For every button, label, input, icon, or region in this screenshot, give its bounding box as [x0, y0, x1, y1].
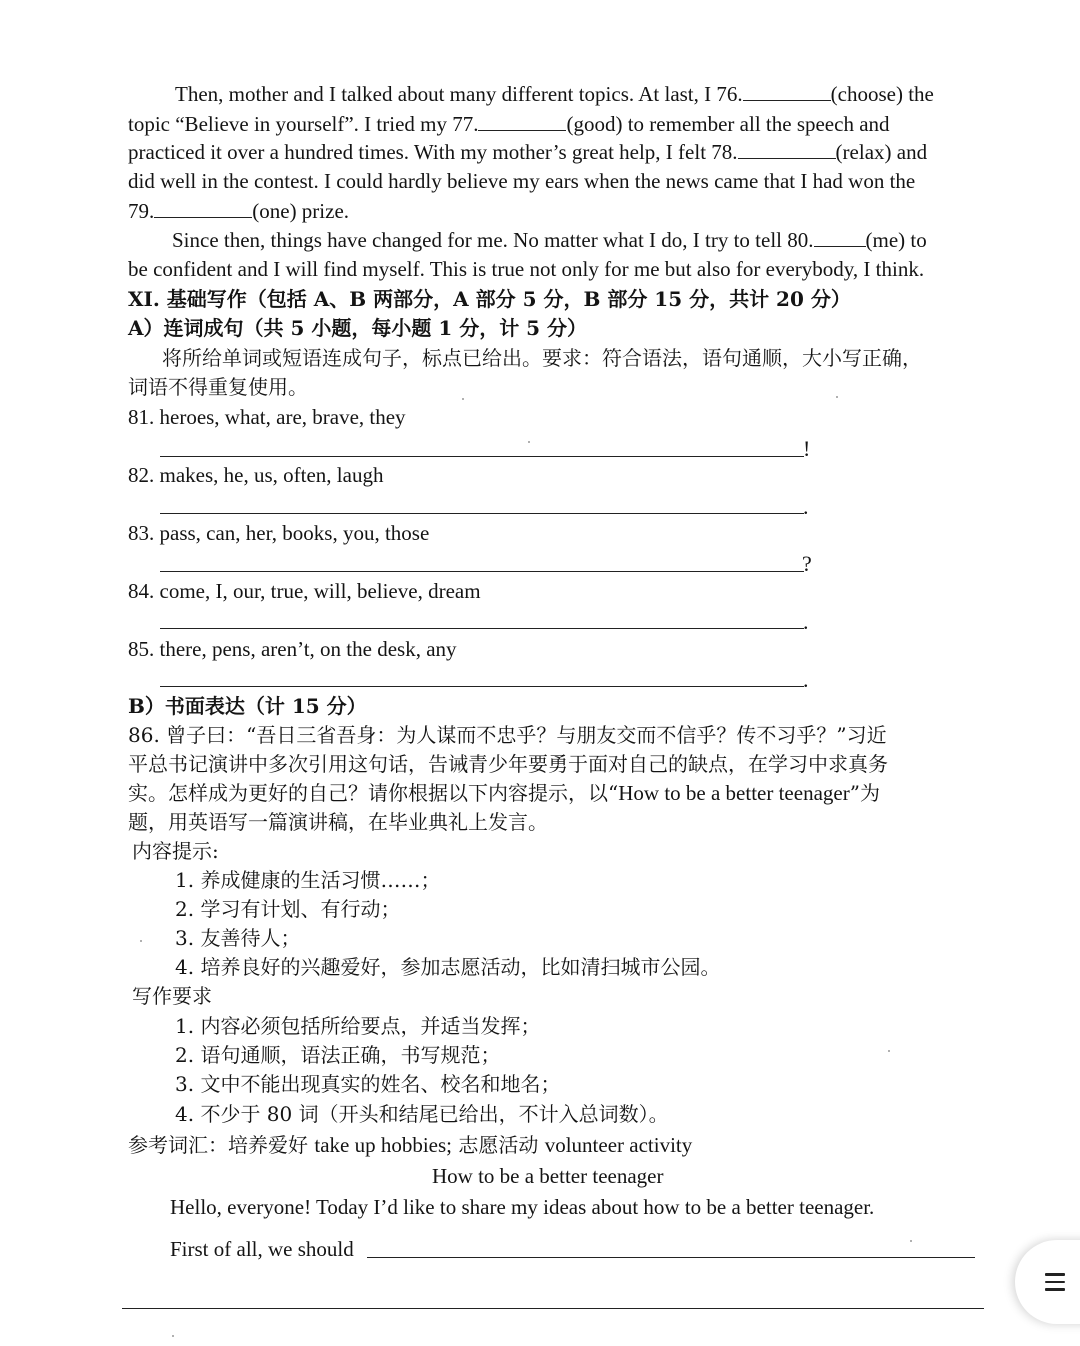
q86-text-segment: ”为	[849, 781, 880, 805]
passage-line	[172, 230, 927, 251]
end-punctuation: ?	[802, 551, 812, 576]
passage-text: Since then, things have changed for me. No matter what I do, I try to tell 80.	[172, 228, 814, 252]
blank-77[interactable]	[478, 114, 566, 131]
passage-line: did well in the contest. I could hardly believe my ears when the news came that I had won the	[128, 169, 916, 193]
requirements-heading: 写作要求	[132, 984, 212, 1008]
end-punctuation: .	[803, 667, 809, 692]
scan-speckle	[172, 1335, 174, 1337]
answer-line-84[interactable]	[160, 628, 804, 629]
q86-text-segment: 实。怎样成为更好的自己？请你根据以下内容提示，以“	[128, 781, 619, 805]
answer-line-82[interactable]	[160, 513, 804, 514]
floating-menu-button[interactable]	[1015, 1240, 1080, 1324]
scan-speckle	[888, 1050, 890, 1052]
passage-text: 79.	[128, 199, 155, 223]
requirement-item: 3. 文中不能出现真实的姓名、校名和地名；	[175, 1072, 561, 1096]
reference-vocab	[128, 1135, 692, 1156]
passage-text: topic “Believe in yourself”. I tried my 77.	[128, 112, 479, 136]
part-a-heading: A）连词成句（共 5 小题，每小题 1 分，计 5 分）	[128, 316, 588, 340]
blank-76[interactable]	[743, 84, 831, 101]
scan-speckle	[836, 396, 838, 398]
vocab-en: take up hobbies;	[314, 1133, 452, 1157]
scan-speckle	[528, 441, 530, 443]
hints-heading: 内容提示:	[132, 839, 219, 863]
q86-text: 平总书记演讲中多次引用这句话，告诫青少年要勇于面对自己的缺点，在学习中求真务	[128, 752, 888, 776]
passage-line: be confident and I will find myself. This is true not only for me but also for everybody, I think.	[128, 257, 925, 281]
answer-line-85[interactable]	[160, 686, 804, 687]
requirement-item: 1. 内容必须包括所给要点，并适当发挥；	[175, 1014, 541, 1038]
hint-item: 3. 友善待人；	[175, 926, 301, 950]
part-a-instructions: 将所给单词或短语连成句子，标点已给出。要求：符合语法，语句通顺，大小写正确，	[162, 346, 922, 370]
passage-text: Then, mother and I talked about many different topics. At last, I 76.	[175, 82, 743, 106]
hamburger-menu-icon	[1045, 1273, 1065, 1296]
passage-line	[128, 114, 890, 135]
vocab-zh: 培养爱好	[228, 1133, 308, 1157]
passage-line	[128, 142, 927, 163]
answer-line-83[interactable]	[160, 571, 804, 572]
blank-80[interactable]	[814, 230, 866, 247]
essay-answer-line[interactable]	[122, 1308, 984, 1309]
passage-line	[175, 84, 934, 105]
q86-text: 题，用英语写一篇演讲稿，在毕业典礼上发言。	[128, 810, 548, 834]
end-punctuation: .	[803, 494, 809, 519]
scan-speckle	[140, 940, 142, 942]
requirement-item: 2. 语句通顺，语法正确，书写规范；	[175, 1043, 501, 1067]
scan-speckle	[910, 1240, 912, 1242]
passage-text: practiced it over a hundred times. With my mother’s great help, I felt 78.	[128, 140, 738, 164]
vocab-zh: 志愿活动	[458, 1133, 539, 1157]
passage-text: (me) to	[865, 228, 927, 252]
vocab-en: volunteer activity	[544, 1133, 693, 1157]
hint-item: 1. 养成健康的生活习惯……；	[175, 868, 441, 892]
vocab-label: 参考词汇：	[128, 1133, 228, 1157]
question-prompt: 81. heroes, what, are, brave, they	[128, 405, 406, 429]
essay-opening: Hello, everyone! Today I’d like to share my ideas about how to be a better teenager.	[170, 1195, 875, 1219]
question-prompt: 85. there, pens, aren’t, on the desk, any	[128, 637, 457, 661]
hint-item: 4. 培养良好的兴趣爱好，参加志愿活动，比如清扫城市公园。	[175, 955, 721, 979]
part-b-heading: B）书面表达（计 15 分）	[128, 694, 367, 718]
end-punctuation: .	[803, 609, 809, 634]
section-heading: XI. 基础写作（包括 A、B 两部分，A 部分 5 分，B 部分 15 分，共计 20 分）	[128, 287, 851, 311]
end-punctuation: !	[803, 436, 811, 461]
question-prompt: 83. pass, can, her, books, you, those	[128, 521, 430, 545]
passage-text: (relax) and	[835, 140, 928, 164]
question-prompt: 84. come, I, our, true, will, believe, dream	[128, 579, 481, 603]
passage-text: (one) prize.	[252, 199, 350, 223]
answer-line-81[interactable]	[160, 456, 804, 457]
question-prompt: 82. makes, he, us, often, laugh	[128, 463, 384, 487]
hint-item: 2. 学习有计划、有行动；	[175, 897, 401, 921]
essay-topic: How to be a better teenager	[618, 781, 850, 805]
q86-text	[128, 783, 880, 804]
part-a-instructions: 词语不得重复使用。	[128, 375, 308, 399]
passage-line	[128, 201, 349, 222]
blank-78[interactable]	[738, 142, 836, 159]
passage-text: (good) to remember all the speech and	[566, 112, 890, 136]
blank-79[interactable]	[154, 201, 252, 218]
essay-title: How to be a better teenager	[432, 1164, 664, 1188]
essay-first-line: First of all, we should	[170, 1237, 354, 1261]
scan-speckle	[462, 398, 464, 400]
passage-text: (choose) the	[830, 82, 934, 106]
requirement-item: 4. 不少于 80 词（开头和结尾已给出，不计入总词数）。	[175, 1102, 669, 1126]
q86-text: 86. 曾子曰：“吾日三省吾身：为人谋而不忠乎？与朋友交而不信乎？传不习乎？”习近	[128, 723, 887, 747]
essay-answer-line[interactable]	[367, 1257, 975, 1258]
